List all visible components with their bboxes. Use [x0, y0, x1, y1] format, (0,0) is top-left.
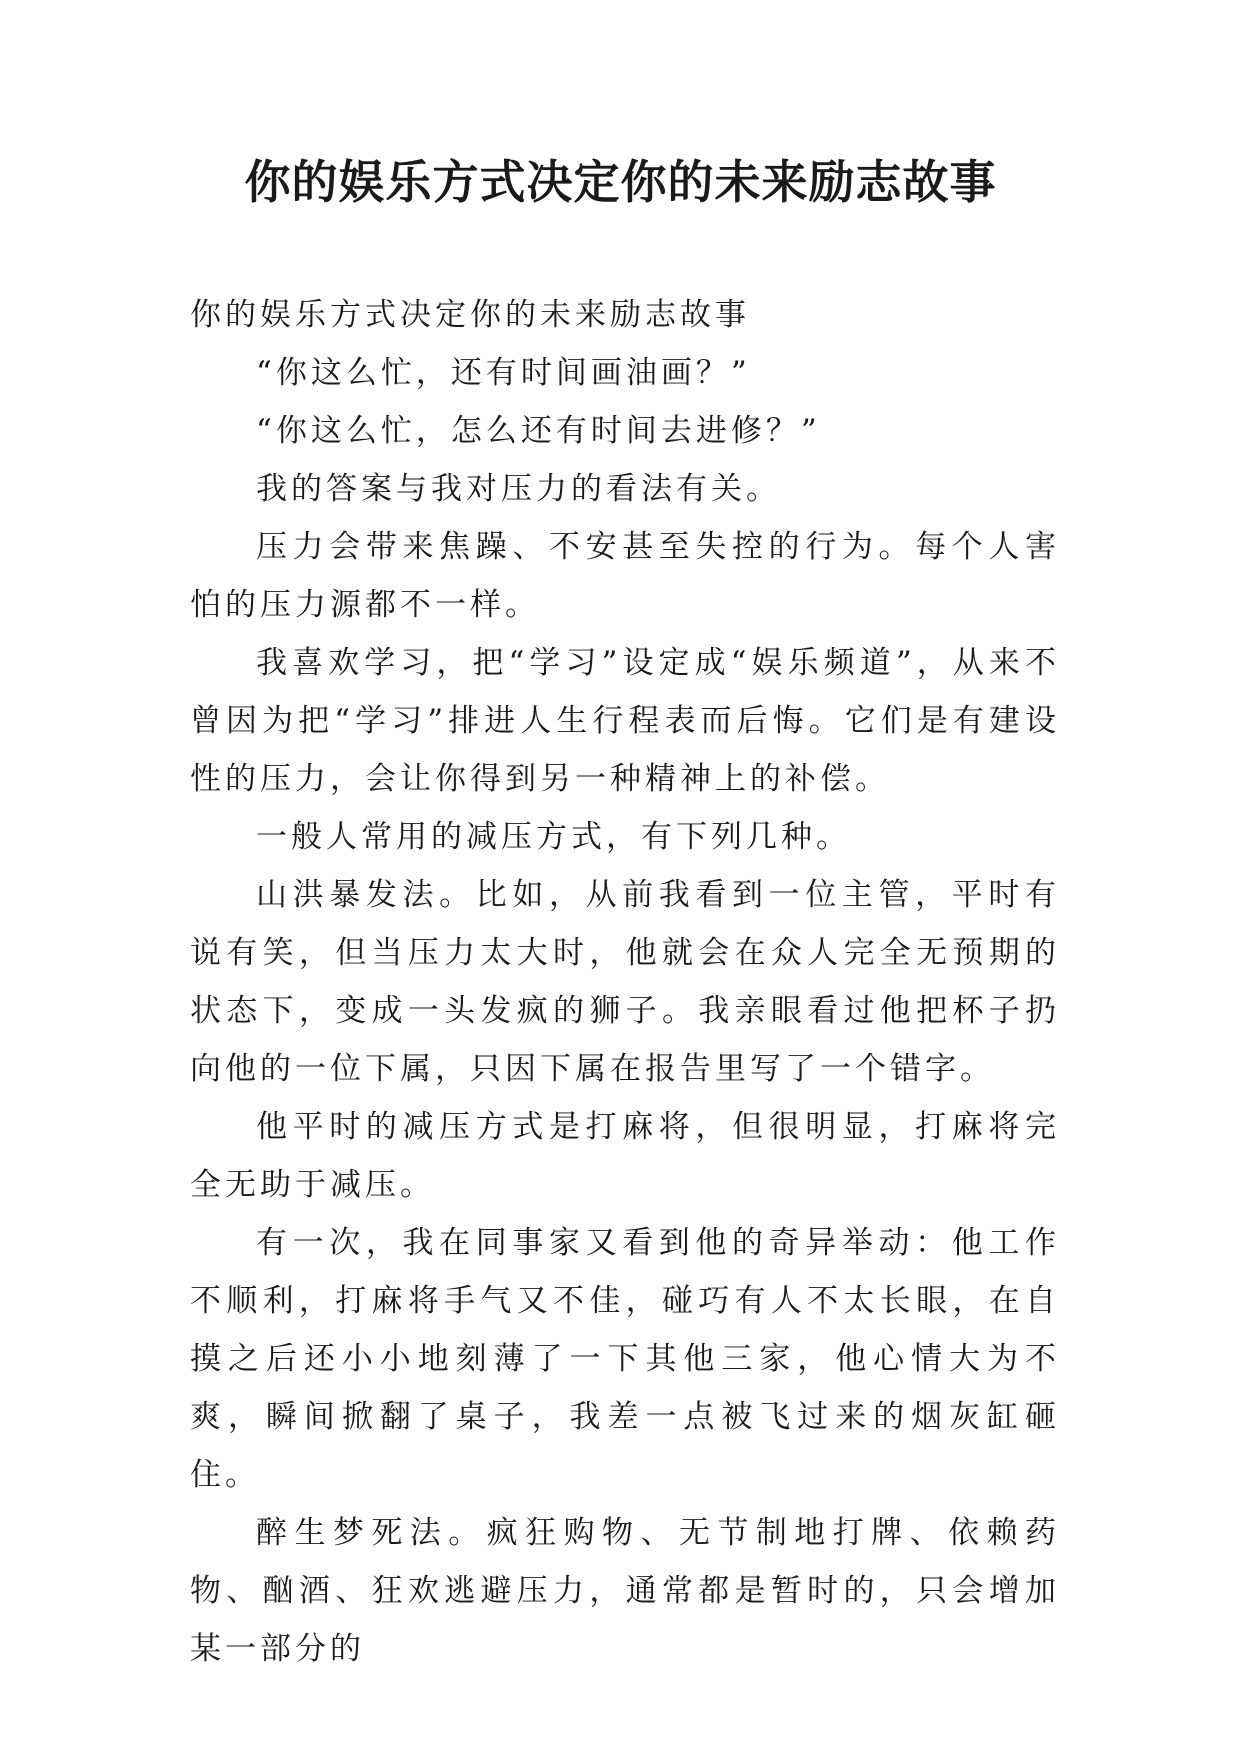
paragraph: 有一次，我在同事家又看到他的奇异举动：他工作不顺利，打麻将手气又不佳，碰巧有人不太长眼，在自摸之后还小小地刻薄了一下其他三家，他心情大为不爽，瞬间掀翻了桌子，我差一点被飞过来的烟灰缸砸住。: [190, 1225, 1060, 1493]
paragraph: “你这么忙，怎么还有时间去进修？”: [256, 413, 821, 449]
document-title: 你的娱乐方式决定你的未来励志故事: [244, 155, 997, 209]
paragraph: 山洪暴发法。比如，从前我看到一位主管，平时有说有笑，但当压力太大时，他就会在众人完全无预期的状态下，变成一头发疯的狮子。我亲眼看过他把杯子扔向他的一位下属，只因下属在报告里写了一个错字。: [190, 877, 1060, 1087]
paragraph-heading: 你的娱乐方式决定你的未来励志故事: [190, 297, 750, 333]
paragraph: 我的答案与我对压力的看法有关。: [256, 471, 781, 507]
document-body: [190, 286, 1060, 1678]
paragraph: 我喜欢学习，把“学习”设定成“娱乐频道”，从来不曾因为把“学习”排进人生行程表而后悔。它们是有建设性的压力，会让你得到另一种精神上的补偿。: [190, 645, 1060, 797]
paragraph: “你这么忙，还有时间画油画？”: [256, 355, 751, 391]
paragraph: 压力会带来焦躁、不安甚至失控的行为。每个人害怕的压力源都不一样。: [190, 529, 1060, 623]
paragraph: 他平时的减压方式是打麻将，但很明显，打麻将完全无助于减压。: [190, 1109, 1060, 1203]
paragraph: 醉生梦死法。疯狂购物、无节制地打牌、依赖药物、酗酒、狂欢逃避压力，通常都是暂时的，只会增加某一部分的: [190, 1515, 1060, 1667]
paragraph: 一般人常用的减压方式，有下列几种。: [256, 819, 851, 855]
